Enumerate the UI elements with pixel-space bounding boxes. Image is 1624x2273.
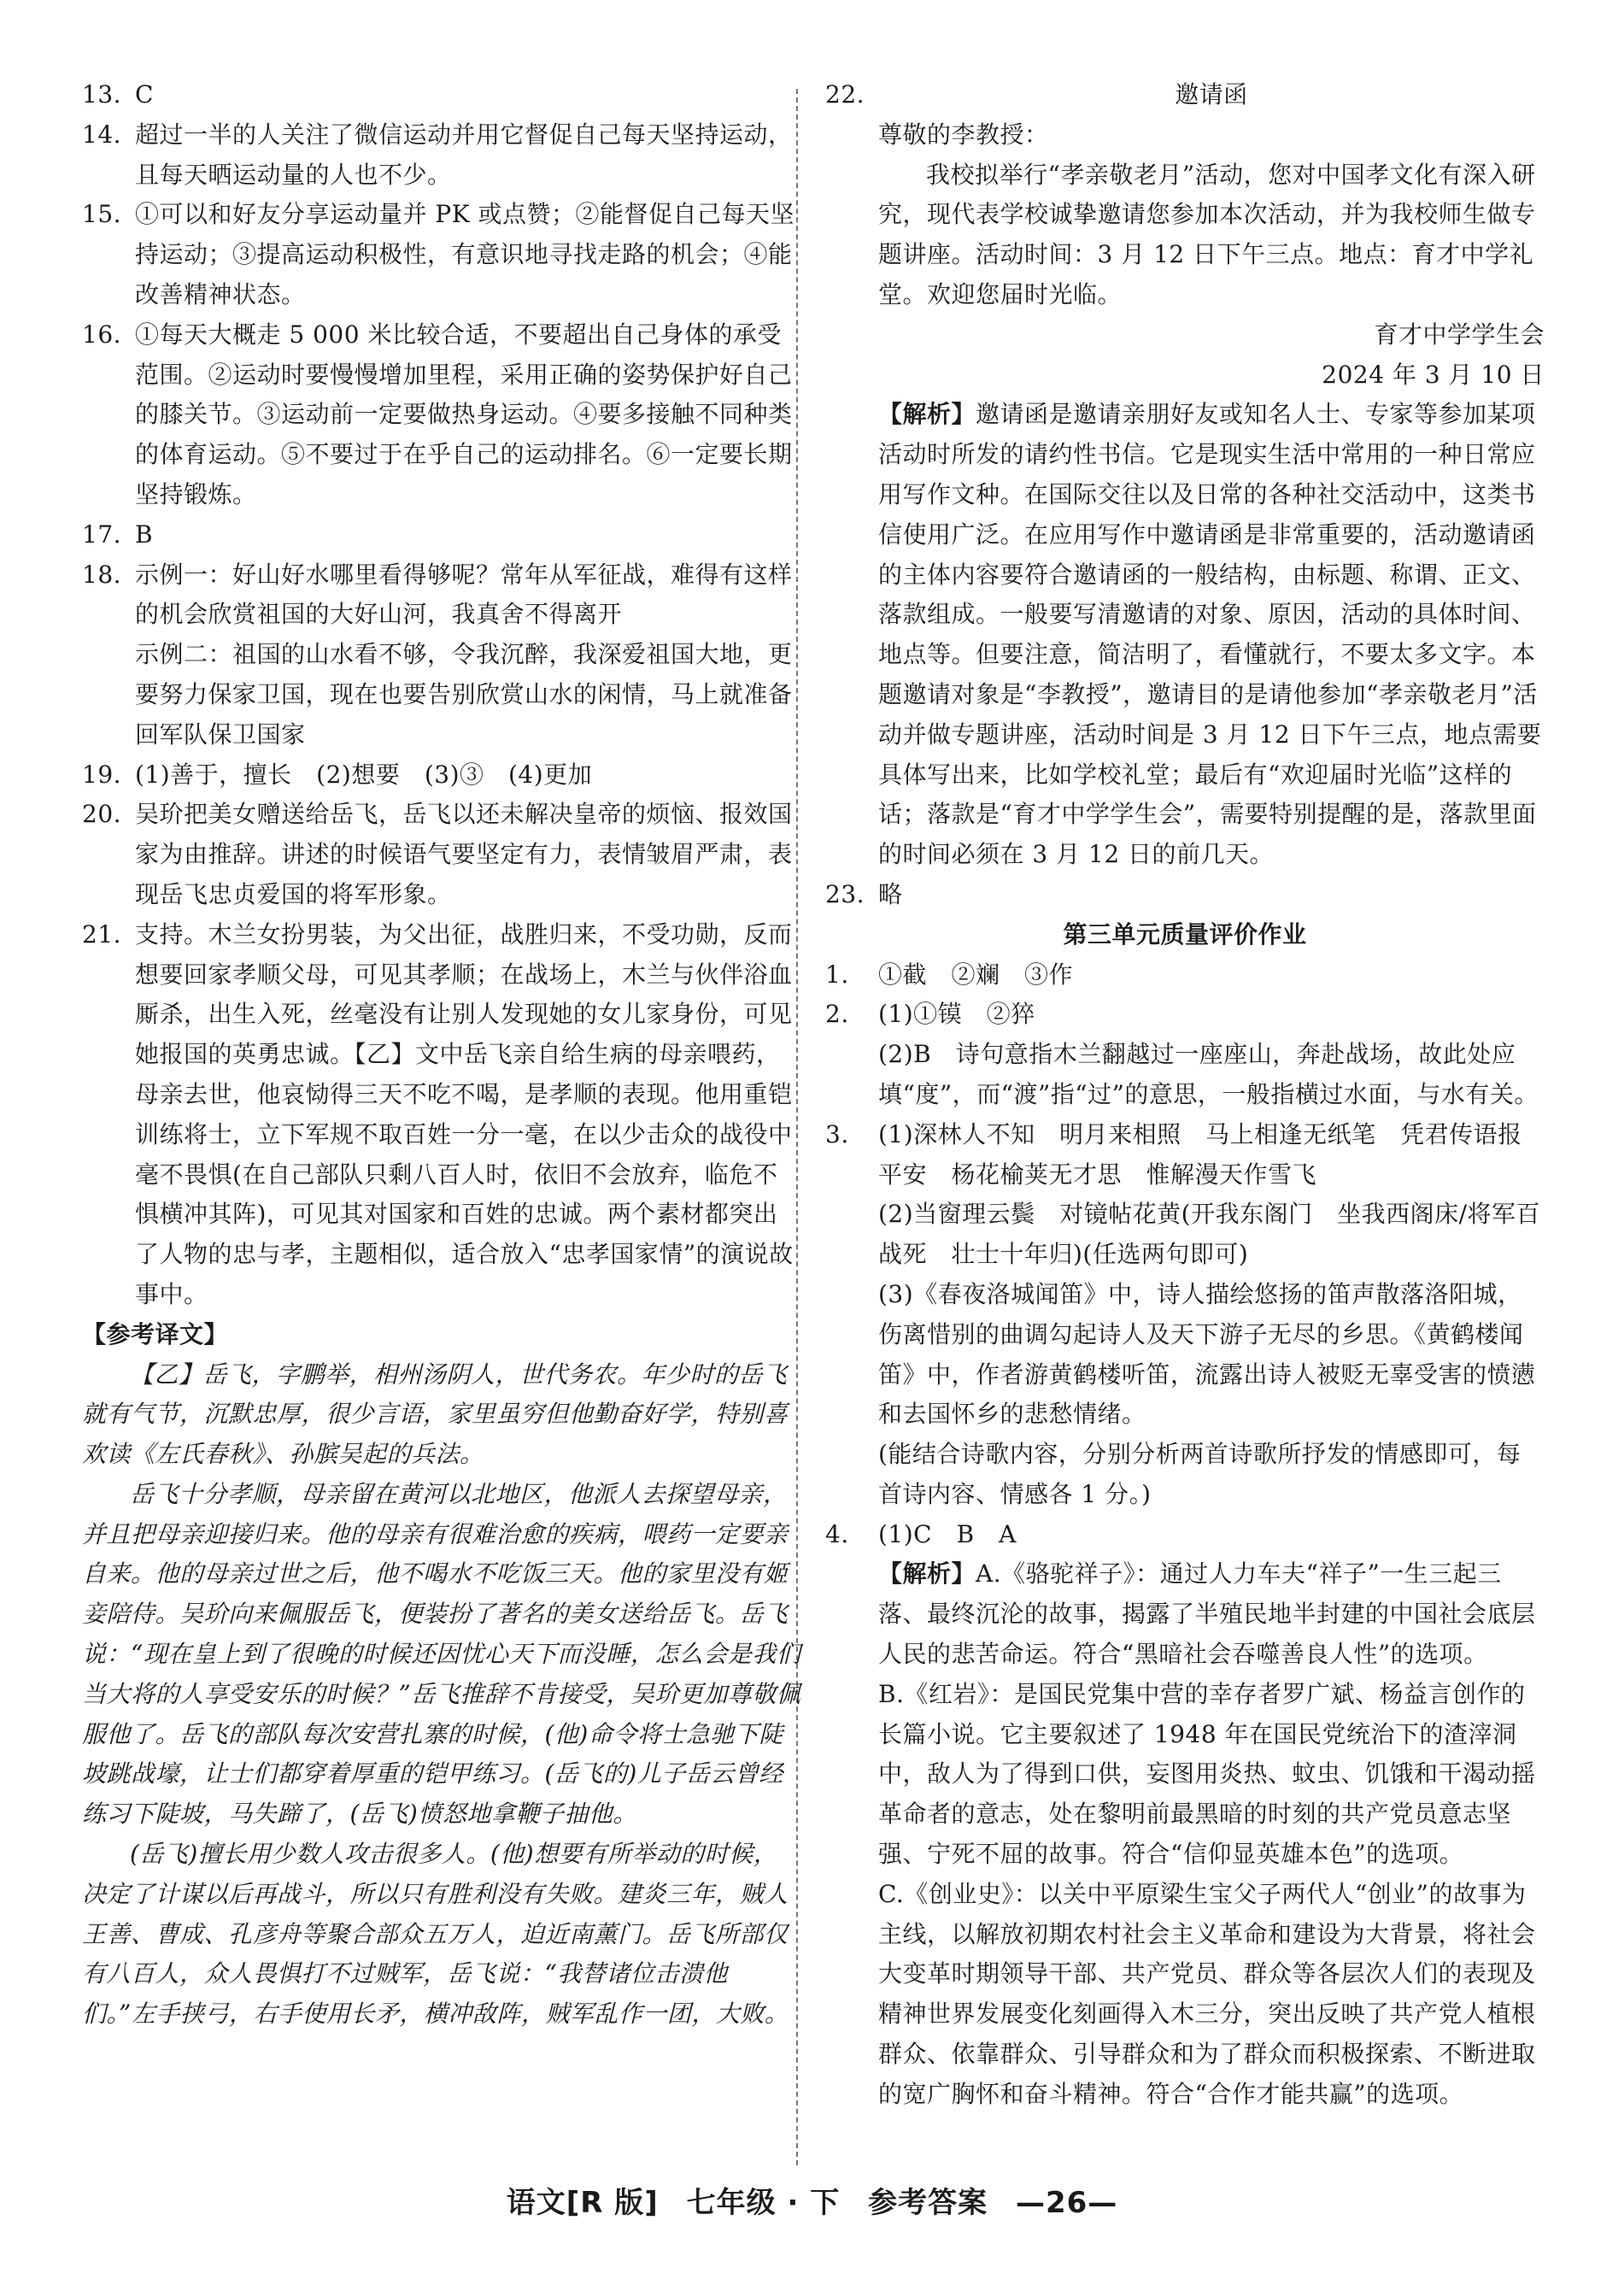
invitation-body: 我校拟举行“孝亲敬老月”活动，您对中国孝文化有深入研究，现代表学校诚挚邀请您参加本次活动，并为我校师生做专题讲座。活动时间：3 月 12 日下午三点。地点：育才中学礼堂。欢迎您届时光临。: [878, 160, 1536, 308]
answer-18: 18. 示例一：好山好水哪里看得够呢？常年从军征战，难得有这样的机会欣赏祖国的大好山河，我真舍不得离开 示例二：祖国的山水看不够，令我沉醉，我深爱祖国大地，更要努力保家卫国，现在也要告别欣赏山水的闲情，马上就准备回军队保卫国家: [82, 555, 801, 755]
invitation-signature: 育才中学学生会: [1374, 320, 1545, 349]
answer-16: 16. ①每天大概走 5 000 米比较合适，不要超出自己身体的承受范围。②运动时要慢慢增加里程，采用正确的姿势保护好自己的膝关节。③运动前一定要做热身运动。④要多接触不同种类的体育运动。⑤不要过于在乎自己的运动排名。⑥一定要长期坚持锻炼。: [82, 320, 793, 508]
footer-grade: 七年级 · 下: [686, 2186, 841, 2220]
left-column: [82, 75, 801, 2035]
unit3-answer-4-analysis-b: B.《红岩》：是国民党集中营的幸存者罗广斌、杨益言创作的长篇小说。它主要叙述了 1948 年在国民党统治下的渣滓洞中，敌人为了得到口供，妄图用炎热、蚊虫、饥饿和干渴动摇革命者的意志，处在黎明前最黑暗的时刻的共产党员意志坚强、宁死不屈的故事。符合“信仰显英雄本色”的选项。: [878, 1679, 1536, 1869]
answer-18-example-1: 示例一：好山好水哪里看得够呢？常年从军征战，难得有这样的机会欣赏祖国的大好山河，我真舍不得离开: [135, 560, 793, 629]
answer-21: 21. 支持。木兰女扮男装，为父出征，战胜归来，不受功勋，反而想要回家孝顺父母，可见其孝顺；在战场上，木兰与伙伴浴血厮杀，出生入死，丝毫没有让别人发现她的女儿家身份，可见她报国的英勇忠诚。【乙】文中岳飞亲自给生病的母亲喂药，母亲去世，他哀恸得三天不吃不喝，是孝顺的表现。他用重铠训练将士，立下军规不取百姓一分一毫，在以少击众的战役中毫不畏惧(在自己部队只剩八百人时，依旧不会放弃，临危不惧横冲其阵)，可见其对国家和百姓的忠诚。两个素材都突出了人物的忠与孝，主题相似，适合放入“忠孝国家情”的演说故事中。: [82, 919, 794, 1308]
unit3-answer-4-analysis-a: 【解析】A.《骆驼祥子》：通过人力车夫“祥子”一生三起三落、最终沉沦的故事，揭露了半殖民地半封建的中国社会底层人民的悲苦命运。符合“黑暗社会吞噬善良人性”的选项。: [878, 1559, 1536, 1669]
answer-17: 17. B: [82, 520, 154, 549]
invitation-title: 邀请函: [1175, 80, 1248, 109]
translation-heading: 【参考译文】: [82, 1319, 229, 1348]
translation-paragraph-2: 岳飞十分孝顺，母亲留在黄河以北地区，他派人去探望母亲，并且把母亲迎接归来。他的母亲有很难治愈的疾病，喂药一定要亲自来。他的母亲过世之后，他不喝水不吃饭三天。他的家里没有姬妾陪侍。吴玠向来佩服岳飞，便装扮了著名的美女送给岳飞。岳飞说：“现在皇上到了很晚的时候还因忧心天下而没睡，怎么会是我们当大将的人享受安乐的时候？”岳飞推辞不肯接受，吴玠更加尊敬佩服他了。岳飞的部队每次安营扎寨的时候，(他)命令将士急驰下陡坡跳战壕，让士们都穿着厚重的铠甲练习。(岳飞的)儿子岳云曾经练习下陡坡，马失蹄了，(岳飞)愤怒地拿鞭子抽他。: [82, 1479, 801, 1829]
answer-23: 23. 略: [825, 879, 903, 908]
answer-13: 13. C: [82, 80, 154, 109]
unit3-title: 第三单元质量评价作业: [1063, 919, 1307, 949]
answer-20: 20. 吴玠把美女赠送给岳飞，岳飞以还未解决皇帝的烦恼、报效国家为由推辞。讲述的时候语气要坚定有力，表情皱眉严肃，表现岳飞忠贞爱国的将军形象。: [82, 800, 793, 908]
answer-22-analysis: 【解析】邀请函是邀请亲朋好友或知名人士、专家等参加某项活动时所发的请约性书信。它是现实生活中常用的一种日常应用写作文种。在国际交往以及日常的各种社交活动中，这类书信使用广泛。在应用写作中邀请函是非常重要的，活动邀请函的主体内容要符合邀请函的一般结构，由标题、称谓、正文、落款组成。一般要写清邀请的对象、原因，活动的具体时间、地点等。但要注意，简洁明了，看懂就行，不要太多文字。本题邀请对象是“李教授”，邀请目的是请他参加“孝亲敬老月”活动并做专题讲座，活动时间是 3 月 12 日下午三点，地点需要具体写出来，比如学校礼堂；最后有“欢迎届时光临”这样的话；落款是“育才中学学生会”，需要特别提醒的是，落款里面的时间必须在 3 月 12 日的前几天。: [878, 400, 1542, 869]
answer-15: 15. ①可以和好友分享运动量并 PK 或点赞；②能督促自己每天坚持运动；③提高运动积极性，有意识地寻找走路的机会；④能改善精神状态。: [82, 200, 795, 308]
unit3-answer-4-analysis-c: C.《创业史》：以关中平原梁生宝父子两代人“创业”的故事为主线，以解放初期农村社会主义革命和建设为大背景，将社会大变革时期领导干部、共产党员、群众等各层次人们的表现及精神世界发展变化刻画得入木三分，突出反映了共产党人植根群众、依靠群众、引导群众和为了群众而积极探索、不断进取的宽广胸怀和奋斗精神。符合“合作才能共赢”的选项。: [878, 1879, 1536, 2108]
page-number: —26—: [1015, 2186, 1118, 2220]
invitation-salutation: 尊敬的李教授：: [878, 120, 1049, 149]
unit3-answer-1: 1. ①截 ②斓 ③作: [825, 960, 1074, 989]
answer-19: 19. (1)善于，擅长 (2)想要 (3)③ (4)更加: [82, 760, 593, 789]
right-column: [825, 75, 1545, 2115]
translation-paragraph-3: (岳飞)擅长用少数人攻击很多人。(他)想要有所举动的时候，决定了计谋以后再战斗，所以只有胜利没有失败。建炎三年，贼人王善、曹成、孔彦舟等聚合部众五万人，迫近南薰门。岳飞所部仅有八百人，众人畏惧打不过贼军，岳飞说：“我替诸位击溃他们。”左手挟弓，右手使用长矛，横冲敌阵，贼军乱作一团，大败。: [82, 1840, 789, 2029]
answer-22: 22. 邀请函: [825, 75, 1545, 115]
footer-label: 参考答案: [868, 2186, 988, 2220]
footer-subject: 语文[R 版]: [506, 2186, 659, 2220]
unit3-answer-2: 2. (1)①镆 ②猝 (2)B 诗句意指木兰翻越过一座座山，奔赴战场，故此处应填“度”，而“渡”指“过”的意思，一般指横过水面，与水有关。: [825, 1000, 1539, 1108]
answer-18-example-2: 示例二：祖国的山水看不够，令我沉醉，我深爱祖国大地，更要努力保家卫国，现在也要告别欣赏山水的闲情，马上就准备回军队保卫国家: [135, 640, 793, 749]
answer-14: 14. 超过一半的人关注了微信运动并用它督促自己每天坚持运动，且每天晒运动量的人也不少。: [82, 120, 793, 189]
invitation-date: 2024 年 3 月 10 日: [1322, 360, 1545, 389]
page-footer: [0, 2179, 1624, 2221]
unit3-answer-4: 4. (1)C B A 【解析】A.《骆驼祥子》：通过人力车夫“祥子”一生三起三落、最终沉沦的故事，揭露了半殖民地半封建的中国社会底层人民的悲苦命运。符合“黑暗社会吞噬善良人性”的选项。 B.《红岩》：是国民党集中营的幸存者罗广斌、杨益言创作的长篇小说。它主要叙述了 1948 年在国民党统治下的渣滓洞中，敌人为了得到口供，妄图用炎热、蚊虫、饥饿和干渴动摇革命者的意志，处在黎明前最黑暗的时刻的共产党员意志坚强、宁死不屈的故事。符合“信仰显英雄本色”的选项。 C.《创业史》：以关中平原梁生宝父子两代人“创业”的故事为主线，以解放初期农村社会主义革命和建设为大背景，将社会大变革时期领导干部、共产党员、群众等各层次人们的表现及精神世界发展变化刻画得入木三分，突出反映了共产党人植根群众、依靠群众、引导群众和为了群众而积极探索、不断进取的宽广胸怀和奋斗精神。符合“合作才能共赢”的选项。: [825, 1515, 1545, 2115]
unit3-answer-3: 3. (1)深林人不知 明月来相照 马上相逢无纸笔 凭君传语报平安 杨花榆荚无才思 惟解漫天作雪飞 (2)当窗理云鬓 对镜帖花黄(开我东阁门 坐我西阁床/将军百战死 壮士十年归)(任选两句即可) (3)《春夜洛城闻笛》中，诗人描绘悠扬的笛声散落洛阳城，伤离惜别的曲调勾起诗人及天下游子无尽的乡思。《黄鹤楼闻笛》中，作者游黄鹤楼听笛，流露出诗人被贬无辜受害的愤懑和去国怀乡的悲愁情绪。 (能结合诗歌内容，分别分析两首诗歌所抒发的情感即可，每首诗内容、情感各 1 分。): [825, 1119, 1541, 1508]
translation-paragraph-1: 【乙】岳飞，字鹏举，相州汤阴人，世代务农。年少时的岳飞就有气节，沉默忠厚，很少言语，家里虽穷但他勤奋好学，特别喜欢读《左氏春秋》、孙膑吴起的兵法。: [82, 1360, 789, 1469]
